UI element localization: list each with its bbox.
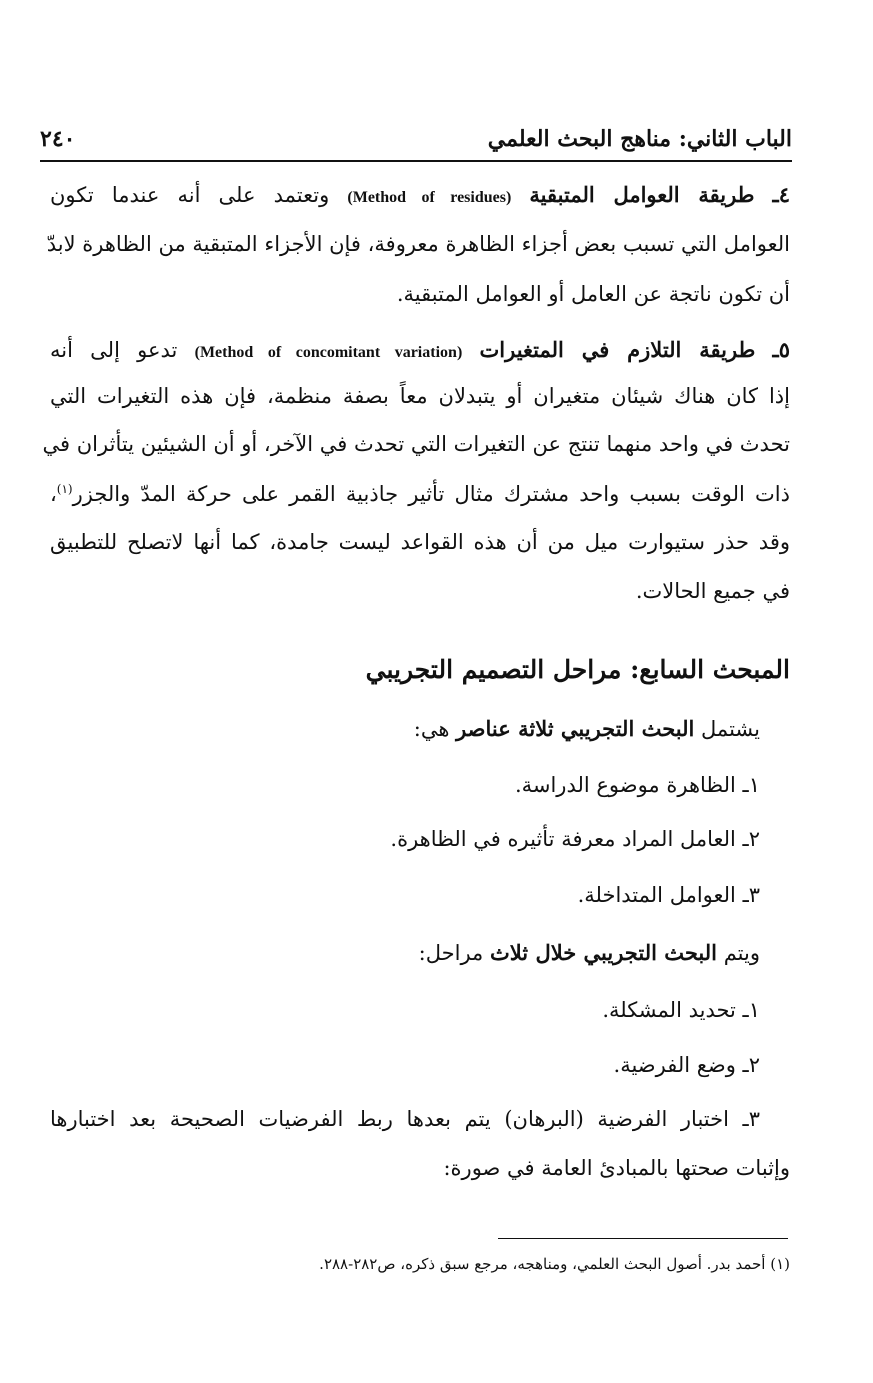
element-item: ٢ـ العامل المراد معرفة تأثيره في الظاهرة. [390,827,760,851]
page-number: ٢٤٠ [40,126,76,152]
method5-title: طريقة التلازم في المتغيرات [479,337,756,362]
stage-item: ٢ـ وضع الفرضية. [613,1053,760,1077]
method4-title: طريقة العوامل المتبقية [529,182,755,207]
elements-intro-a: يشتمل [701,717,760,741]
method4-number: ٤ـ [772,182,790,207]
method5-line6: في جميع الحالات. [635,579,790,603]
method5-line1 [50,339,790,361]
method5-line4-text: ذات الوقت بسبب واحد مشترك مثال تأثير جاذبية القمر على حركة المدّ والجزر [72,482,790,506]
header-rule [40,160,792,162]
stages-intro-a: ويتم [723,941,760,965]
method5-english: (Method of concomitant variation) [194,344,463,361]
method5-number: ٥ـ [772,337,790,362]
element-item: ٣ـ العوامل المتداخلة. [577,883,760,907]
method5-line4-comma: ، [50,482,57,506]
stages-intro-c: مراحل: [418,941,484,965]
stage-item-3-line2: وإثبات صحتها بالمبادئ العامة في صورة: [443,1156,790,1180]
method5-line3: تحدث في واحد منهما تنتج عن التغيرات التي تحدث في الآخر، أو أن الشيئين يتأثران في [42,432,790,456]
method4-line3: أن تكون ناتجة عن العامل أو العوامل المتبقية. [396,282,790,306]
elements-intro [50,718,760,740]
footnote: (١) أحمد بدر. أصول البحث العلمي، ومناهجه، مرجع سبق ذكره، ص٢٨٢-٢٨٨. [319,1255,790,1273]
method5-line5: وقد حذر ستيوارت ميل من أن هذه القواعد ليست جامدة، كما أنها لاتصلح للتطبيق [50,530,790,554]
footnote-ref: (١) [56,482,73,496]
stage-item-3-line1: ٣ـ اختبار الفرضية (البرهان) يتم بعدها ربط الفرضيات الصحيحة بعد اختبارها [50,1107,760,1131]
method4-line1 [50,184,790,206]
method5-text: تدعو إلى أنه [50,338,178,362]
elements-intro-bold: البحث التجريبي ثلاثة عناصر [456,716,695,741]
footnote-rule [498,1238,788,1239]
method4-text: وتعتمد على أنه عندما تكون [50,183,330,207]
method5-line2: إذا كان هناك شيئان متغيران أو يتبدلان معاً بصفة منظمة، فإن هذه التغيرات التي [50,384,790,408]
stage-item: ١ـ تحديد المشكلة. [602,998,760,1022]
stages-intro-bold: البحث التجريبي خلال ثلاث [490,940,717,965]
running-header [40,122,792,156]
method5-line4 [50,483,790,505]
element-item: ١ـ الظاهرة موضوع الدراسة. [514,773,760,797]
section-heading: المبحث السابع: مراحل التصميم التجريبي [365,655,790,684]
chapter-title: الباب الثاني: مناهج البحث العلمي [487,126,792,152]
method4-line2: العوامل التي تسبب بعض أجزاء الظاهرة معروفة، فإن الأجزاء المتبقية من الظاهرة لابدّ [46,232,790,256]
stages-intro [50,942,760,964]
method4-english: (Method of residues) [347,189,512,206]
elements-intro-c: هي: [413,717,450,741]
